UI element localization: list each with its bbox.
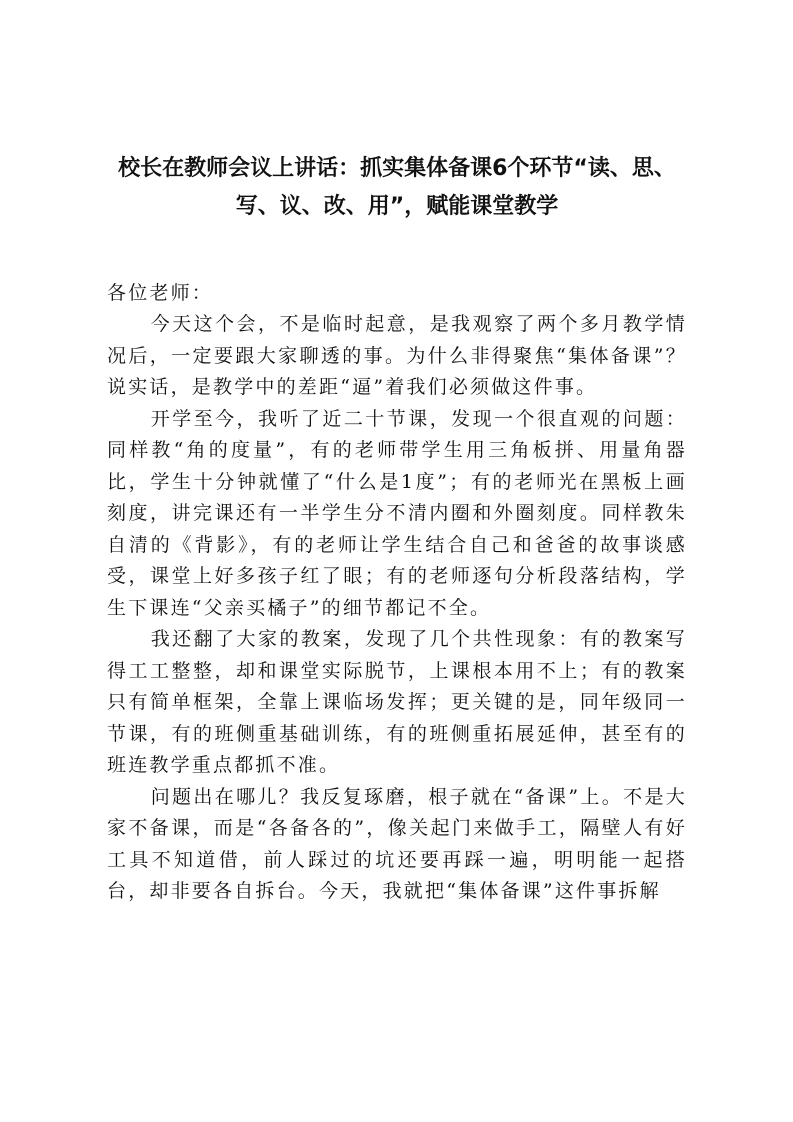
document-title: 校长在教师会议上讲话：抓实集体备课6个环节“读、思、写、议、改、用”，赋能课堂教学 (118, 156, 676, 219)
paragraph-2: 开学至今，我听了近二十节课，发现一个很直观的问题：同样教“角的度量”，有的老师带学生用三角板拼、用量角器比，学生十分钟就懂了“什么是1度”；有的老师光在黑板上画刻度，讲完课还有一半学生分不清内圈和外圈刻度。同样教朱自清的《背影》，有的老师让学生结合自己和爸爸的故事谈感受，课堂上好多孩子红了眼；有的老师逐句分析段落结构，学生下课连“父亲买橘子”的细节都记不全。 (107, 407, 687, 619)
salutation: 各位老师： (107, 282, 214, 304)
paragraph-4: 问题出在哪儿？我反复琢磨，根子就在“备课”上。不是大家不备课，而是“各备各的”，像关起门来做手工，隔壁人有好工具不知道借，前人踩过的坑还要再踩一遍，明明能一起搭台，却非要各自拆台。今天，我就把“集体备课”这件事拆解 (107, 785, 687, 902)
paragraph-3: 我还翻了大家的教案，发现了几个共性现象：有的教案写得工工整整，却和课堂实际脱节，上课根本用不上；有的教案只有简单框架，全靠上课临场发挥；更关键的是，同年级同一节课，有的班侧重基础训练，有的班侧重拓展延伸，甚至有的班连教学重点都抓不准。 (107, 628, 687, 776)
paragraph-1: 今天这个会，不是临时起意，是我观察了两个多月教学情况后，一定要跟大家聊透的事。为什么非得聚焦“集体备课”？说实话，是教学中的差距“逼”着我们必须做这件事。 (107, 313, 687, 398)
document-page (107, 150, 687, 908)
